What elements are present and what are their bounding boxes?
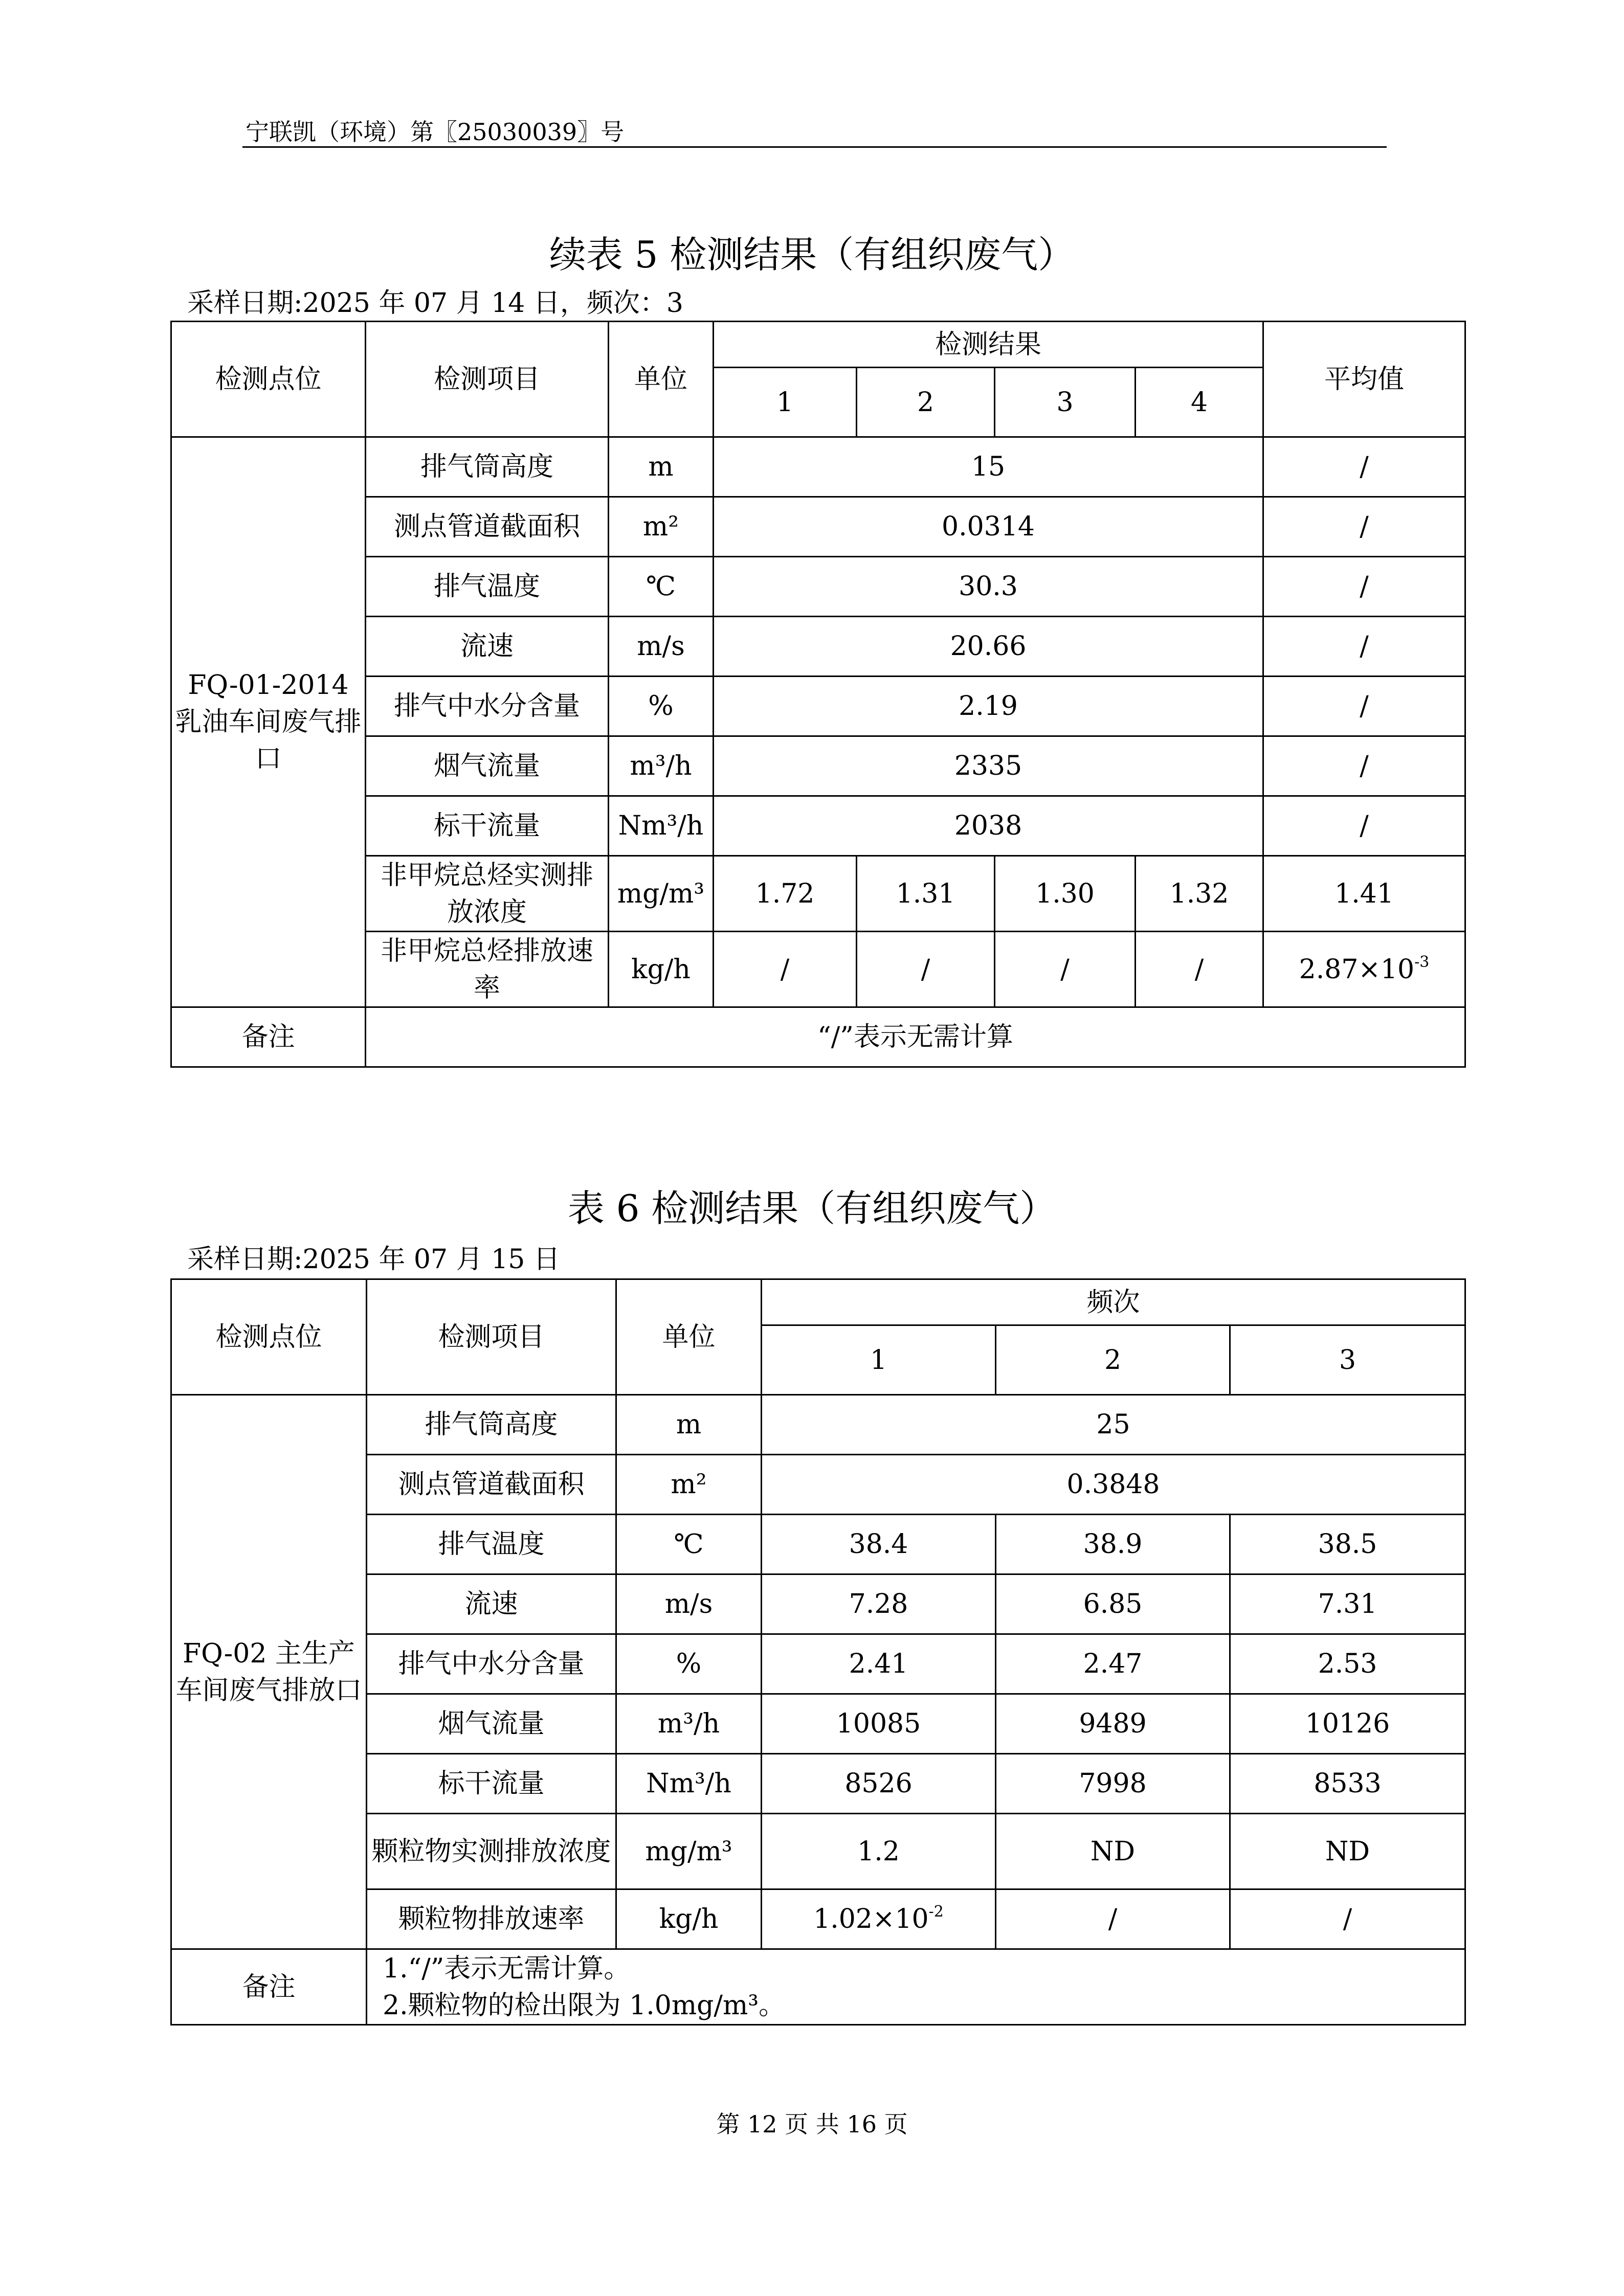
- value-cell: 7.31: [1230, 1574, 1465, 1634]
- value-cell: [762, 1889, 996, 1949]
- unit-cell: ℃: [616, 1515, 762, 1574]
- header-frequency: 频次: [762, 1279, 1465, 1325]
- value-cell: 8533: [1230, 1754, 1465, 1814]
- unit-cell: Nm³/h: [616, 1754, 762, 1814]
- value-cell: /: [1230, 1889, 1465, 1949]
- sampling-point: FQ-02 主生产车间废气排放口: [171, 1395, 367, 1949]
- average-cell: /: [1263, 796, 1465, 856]
- value-cell: 2.47: [996, 1634, 1230, 1694]
- header-unit: 单位: [609, 322, 714, 437]
- value-cell: /: [1136, 932, 1263, 1007]
- value-cell: 1.31: [857, 856, 995, 932]
- average-cell: [1263, 932, 1465, 1007]
- item-cell: 流速: [367, 1574, 616, 1634]
- header-results: 检测结果: [714, 322, 1263, 368]
- value-cell: ND: [1230, 1814, 1465, 1889]
- value-cell: 1.2: [762, 1814, 996, 1889]
- table5-sample-info: 采样日期:2025 年 07 月 14 日，频次：3: [187, 288, 683, 319]
- value-cell: 2.19: [714, 677, 1263, 736]
- sampling-point: FQ-01-2014 乳油车间废气排口: [171, 437, 366, 1007]
- header-run-4: 4: [1136, 368, 1263, 437]
- value-cell: 1.30: [995, 856, 1136, 932]
- header-run-2: 2: [857, 368, 995, 437]
- item-cell: 颗粒物排放速率: [367, 1889, 616, 1949]
- header-run-3: 3: [995, 368, 1136, 437]
- header-run-1: 1: [714, 368, 857, 437]
- unit-cell: %: [616, 1634, 762, 1694]
- item-cell: 排气筒高度: [367, 1395, 616, 1455]
- item-cell: 排气中水分含量: [367, 1634, 616, 1694]
- value-cell: 38.5: [1230, 1515, 1465, 1574]
- unit-cell: mg/m³: [609, 856, 714, 932]
- unit-cell: m: [616, 1395, 762, 1455]
- report-number: 宁联凯（环境）第〖25030039〗号: [246, 118, 625, 146]
- item-cell: 测点管道截面积: [366, 497, 609, 557]
- table5-title: 续表 5 检测结果（有组织废气）: [549, 233, 1075, 276]
- value-cell: 10085: [762, 1694, 996, 1754]
- value-cell: 20.66: [714, 617, 1263, 677]
- item-cell: 标干流量: [367, 1754, 616, 1814]
- remark-label: 备注: [171, 1007, 366, 1067]
- header-unit: 单位: [616, 1279, 762, 1395]
- page-number: 第 12 页 共 16 页: [716, 2110, 908, 2138]
- unit-cell: ℃: [609, 557, 714, 617]
- table6-title: 表 6 检测结果（有组织废气）: [567, 1187, 1057, 1230]
- rate-value-exponent: -2: [928, 1903, 944, 1921]
- value-cell: 15: [714, 437, 1263, 497]
- unit-cell: Nm³/h: [609, 796, 714, 856]
- value-cell: 10126: [1230, 1694, 1465, 1754]
- unit-cell: m: [609, 437, 714, 497]
- average-cell: /: [1263, 557, 1465, 617]
- value-cell: 7998: [996, 1754, 1230, 1814]
- table5: [170, 321, 1466, 1068]
- header-divider: [242, 146, 1387, 148]
- value-cell: 1.32: [1136, 856, 1263, 932]
- value-cell: /: [857, 932, 995, 1007]
- value-cell: /: [996, 1889, 1230, 1949]
- table6-sample-info: 采样日期:2025 年 07 月 15 日: [187, 1244, 560, 1275]
- average-cell: /: [1263, 736, 1465, 796]
- header-run-2: 2: [996, 1325, 1230, 1395]
- item-cell: 测点管道截面积: [367, 1455, 616, 1515]
- item-cell: 烟气流量: [366, 736, 609, 796]
- value-cell: /: [995, 932, 1136, 1007]
- value-cell: 2.53: [1230, 1634, 1465, 1694]
- item-cell: 标干流量: [366, 796, 609, 856]
- average-cell: /: [1263, 677, 1465, 736]
- value-cell: ND: [996, 1814, 1230, 1889]
- unit-cell: kg/h: [609, 932, 714, 1007]
- unit-cell: m³/h: [616, 1694, 762, 1754]
- remark-line: 2.颗粒物的检出限为 1.0mg/m³。: [383, 1990, 786, 2021]
- remark-label: 备注: [171, 1949, 367, 2025]
- header-run-3: 3: [1230, 1325, 1465, 1395]
- value-cell: 7.28: [762, 1574, 996, 1634]
- value-cell: 2335: [714, 736, 1263, 796]
- unit-cell: %: [609, 677, 714, 736]
- value-cell: 2.41: [762, 1634, 996, 1694]
- unit-cell: kg/h: [616, 1889, 762, 1949]
- value-cell: 38.9: [996, 1515, 1230, 1574]
- average-cell: 1.41: [1263, 856, 1465, 932]
- rate-value-base: 1.02×10: [813, 1904, 929, 1934]
- average-cell: /: [1263, 497, 1465, 557]
- remark-line: 1.“/”表示无需计算。: [383, 1953, 631, 1984]
- value-cell: 2038: [714, 796, 1263, 856]
- value-cell: 30.3: [714, 557, 1263, 617]
- item-cell: 烟气流量: [367, 1694, 616, 1754]
- unit-cell: m²: [609, 497, 714, 557]
- unit-cell: m/s: [616, 1574, 762, 1634]
- header-item: 检测项目: [367, 1279, 616, 1395]
- value-cell: 8526: [762, 1754, 996, 1814]
- header-item: 检测项目: [366, 322, 609, 437]
- header-point: 检测点位: [171, 1279, 367, 1395]
- item-cell: 颗粒物实测排放浓度: [367, 1814, 616, 1889]
- value-cell: 9489: [996, 1694, 1230, 1754]
- unit-cell: mg/m³: [616, 1814, 762, 1889]
- header-run-1: 1: [762, 1325, 996, 1395]
- value-cell: 1.72: [714, 856, 857, 932]
- item-cell: 非甲烷总烃排放速率: [366, 932, 609, 1007]
- remark-text: “/”表示无需计算: [366, 1007, 1465, 1067]
- value-cell: 25: [762, 1395, 1465, 1455]
- unit-cell: m/s: [609, 617, 714, 677]
- unit-cell: m²: [616, 1455, 762, 1515]
- item-cell: 排气中水分含量: [366, 677, 609, 736]
- value-cell: /: [714, 932, 857, 1007]
- item-cell: 排气温度: [367, 1515, 616, 1574]
- item-cell: 排气筒高度: [366, 437, 609, 497]
- value-cell: 38.4: [762, 1515, 996, 1574]
- value-cell: 6.85: [996, 1574, 1230, 1634]
- remark-text: [367, 1949, 1465, 2025]
- item-cell: 流速: [366, 617, 609, 677]
- table6: [170, 1278, 1466, 2025]
- rate-average-exponent: -3: [1414, 953, 1430, 971]
- rate-average-base: 2.87×10: [1299, 954, 1415, 985]
- item-cell: 非甲烷总烃实测排放浓度: [366, 856, 609, 932]
- value-cell: 0.0314: [714, 497, 1263, 557]
- average-cell: /: [1263, 617, 1465, 677]
- value-cell: 0.3848: [762, 1455, 1465, 1515]
- unit-cell: m³/h: [609, 736, 714, 796]
- item-cell: 排气温度: [366, 557, 609, 617]
- header-average: 平均值: [1263, 322, 1465, 437]
- header-point: 检测点位: [171, 322, 366, 437]
- average-cell: /: [1263, 437, 1465, 497]
